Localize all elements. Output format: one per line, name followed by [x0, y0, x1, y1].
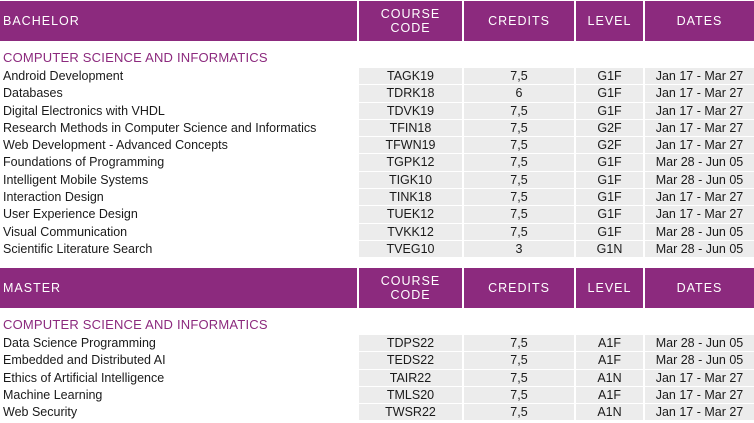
course-code: TVKK12 — [359, 224, 462, 241]
course-name: Machine Learning — [3, 387, 103, 402]
course-code: TGPK12 — [359, 154, 462, 171]
course-row — [0, 137, 754, 154]
course-name: Web Security — [3, 405, 78, 420]
master-course-list — [0, 335, 754, 421]
course-credits: 7,5 — [464, 352, 574, 369]
course-row — [0, 85, 754, 102]
course-level: G1F — [576, 189, 643, 206]
bachelor-program-title: COMPUTER SCIENCE AND INFORMATICS — [3, 50, 268, 65]
course-name: Databases — [3, 86, 63, 101]
bachelor-heading: BACHELOR — [0, 1, 357, 41]
course-name: Digital Electronics with VHDL — [3, 103, 165, 118]
course-name: User Experience Design — [3, 207, 138, 222]
dates-header: DATES — [645, 268, 754, 308]
course-level: G2F — [576, 137, 643, 154]
course-row — [0, 206, 754, 223]
course-credits: 7,5 — [464, 189, 574, 206]
course-code: TIGK10 — [359, 172, 462, 189]
course-credits: 7,5 — [464, 120, 574, 137]
bachelor-header-row — [0, 1, 754, 41]
course-row — [0, 120, 754, 137]
course-code: TDRK18 — [359, 85, 462, 102]
course-code: TFIN18 — [359, 120, 462, 137]
course-code-header-line1: COURSE — [380, 7, 441, 21]
course-credits: 7,5 — [464, 370, 574, 387]
course-credits: 6 — [464, 85, 574, 102]
course-row — [0, 68, 754, 85]
course-code-header-line2: CODE — [390, 21, 431, 35]
level-header: LEVEL — [576, 1, 643, 41]
course-level: A1F — [576, 387, 643, 404]
course-name: Web Development - Advanced Concepts — [3, 138, 228, 153]
course-credits: 7,5 — [464, 335, 574, 352]
course-code: TMLS20 — [359, 387, 462, 404]
course-dates: Jan 17 - Mar 27 — [645, 189, 754, 206]
course-credits: 7,5 — [464, 154, 574, 171]
course-dates: Jan 17 - Mar 27 — [645, 387, 754, 404]
course-dates: Jan 17 - Mar 27 — [645, 120, 754, 137]
course-dates: Mar 28 - Jun 05 — [645, 154, 754, 171]
course-level: G1F — [576, 224, 643, 241]
course-code: TDVK19 — [359, 103, 462, 120]
course-name: Foundations of Programming — [3, 155, 165, 170]
course-code: TVEG10 — [359, 241, 462, 258]
credits-header: CREDITS — [464, 268, 574, 308]
course-credits: 7,5 — [464, 103, 574, 120]
course-dates: Mar 28 - Jun 05 — [645, 224, 754, 241]
course-credits: 7,5 — [464, 137, 574, 154]
course-dates: Jan 17 - Mar 27 — [645, 206, 754, 223]
course-dates: Jan 17 - Mar 27 — [645, 103, 754, 120]
course-code-header-line1: COURSE — [380, 274, 441, 288]
course-row — [0, 224, 754, 241]
course-name: Ethics of Artificial Intelligence — [3, 370, 165, 385]
course-credits: 7,5 — [464, 404, 574, 421]
master-section — [0, 268, 754, 421]
course-dates: Jan 17 - Mar 27 — [645, 68, 754, 85]
bachelor-section — [0, 1, 754, 258]
bachelor-course-list — [0, 68, 754, 258]
course-dates: Mar 28 - Jun 05 — [645, 352, 754, 369]
course-level: G1F — [576, 172, 643, 189]
course-row — [0, 241, 754, 258]
course-credits: 7,5 — [464, 387, 574, 404]
course-code: TWSR22 — [359, 404, 462, 421]
course-level: A1F — [576, 335, 643, 352]
course-code: TAGK19 — [359, 68, 462, 85]
course-dates: Mar 28 - Jun 05 — [645, 172, 754, 189]
course-level: G1F — [576, 206, 643, 223]
course-level: G1F — [576, 103, 643, 120]
course-code: TUEK12 — [359, 206, 462, 223]
dates-header: DATES — [645, 1, 754, 41]
course-name: Intelligent Mobile Systems — [3, 172, 149, 187]
course-code: TAIR22 — [359, 370, 462, 387]
course-row — [0, 387, 754, 404]
course-row — [0, 352, 754, 369]
course-level: G1F — [576, 68, 643, 85]
course-name: Interaction Design — [3, 190, 104, 205]
level-header: LEVEL — [576, 268, 643, 308]
course-name: Research Methods in Computer Science and Informatics — [3, 120, 317, 135]
course-code: TFWN19 — [359, 137, 462, 154]
course-name: Data Science Programming — [3, 336, 156, 350]
course-dates: Jan 17 - Mar 27 — [645, 137, 754, 154]
master-header-row — [0, 268, 754, 308]
course-row — [0, 335, 754, 352]
course-name: Scientific Literature Search — [3, 241, 153, 256]
course-row — [0, 370, 754, 387]
course-dates: Mar 28 - Jun 05 — [645, 241, 754, 258]
course-code: TDPS22 — [359, 335, 462, 352]
course-credits: 3 — [464, 241, 574, 258]
course-name: Visual Communication — [3, 224, 128, 239]
course-code-header — [359, 268, 462, 308]
course-row — [0, 189, 754, 206]
master-heading: MASTER — [0, 268, 357, 308]
course-name: Android Development — [3, 69, 124, 83]
course-level: G1F — [576, 154, 643, 171]
course-credits: 7,5 — [464, 172, 574, 189]
course-level: G1N — [576, 241, 643, 258]
course-credits: 7,5 — [464, 224, 574, 241]
course-level: A1F — [576, 352, 643, 369]
course-level: A1N — [576, 370, 643, 387]
course-code-header-line2: CODE — [390, 288, 431, 302]
course-row — [0, 103, 754, 120]
course-code-header — [359, 1, 462, 41]
course-credits: 7,5 — [464, 206, 574, 223]
course-row — [0, 154, 754, 171]
course-row — [0, 172, 754, 189]
course-level: G1F — [576, 85, 643, 102]
course-level: G2F — [576, 120, 643, 137]
course-dates: Jan 17 - Mar 27 — [645, 404, 754, 421]
course-name: Embedded and Distributed AI — [3, 353, 166, 368]
course-code: TINK18 — [359, 189, 462, 206]
course-credits: 7,5 — [464, 68, 574, 85]
course-dates: Jan 17 - Mar 27 — [645, 370, 754, 387]
course-dates: Mar 28 - Jun 05 — [645, 335, 754, 352]
master-program-title: COMPUTER SCIENCE AND INFORMATICS — [3, 317, 268, 332]
course-row — [0, 404, 754, 421]
course-level: A1N — [576, 404, 643, 421]
course-dates: Jan 17 - Mar 27 — [645, 85, 754, 102]
credits-header: CREDITS — [464, 1, 574, 41]
course-code: TEDS22 — [359, 352, 462, 369]
